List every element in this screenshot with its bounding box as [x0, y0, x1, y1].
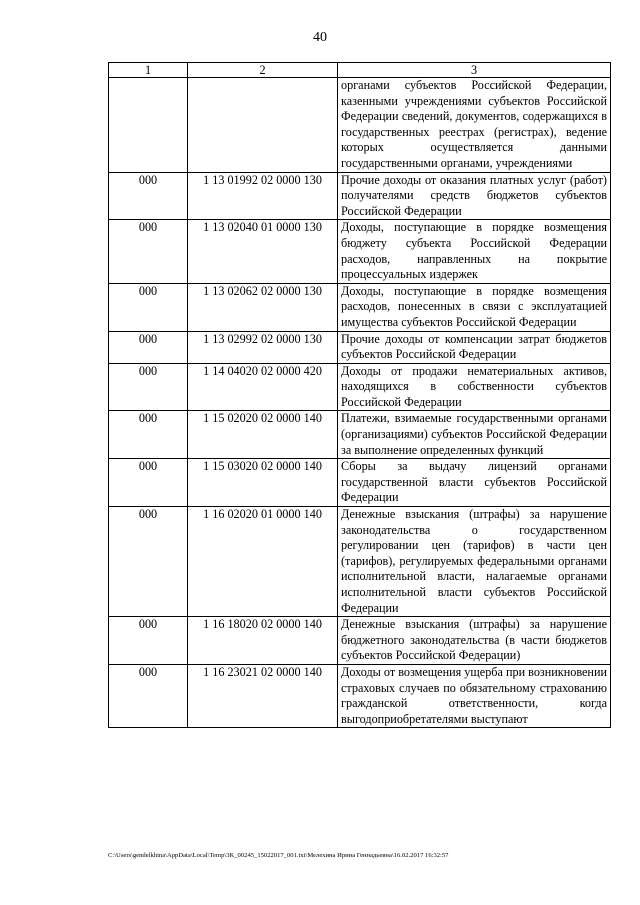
admin-code-cell: 000: [109, 363, 188, 411]
admin-code-cell: 000: [109, 617, 188, 665]
budget-classification-code-cell: 1 13 01992 02 0000 130: [188, 172, 338, 220]
admin-code-cell: 000: [109, 411, 188, 459]
table-body: [109, 78, 611, 728]
admin-code-cell: [109, 78, 188, 173]
table-row: [109, 459, 611, 507]
table-row: [109, 617, 611, 665]
revenue-name-cell: органами субъектов Российской Федерации, казенными учреждениями субъектов Российской Федерации сведений, документов, содержащихся в государственных реестрах (регистрах), ведение которых осуществляется данными государственными органами, учреждениями: [338, 78, 611, 173]
column-header-3: 3: [338, 63, 611, 78]
table-row: [109, 283, 611, 331]
admin-code-cell: 000: [109, 459, 188, 507]
revenue-name-cell: Доходы, поступающие в порядке возмещения расходов, понесенных в связи с эксплуатацией имущества субъектов Российской Федерации: [338, 283, 611, 331]
budget-classification-code-cell: 1 15 03020 02 0000 140: [188, 459, 338, 507]
table-row: [109, 220, 611, 283]
budget-classification-code-cell: 1 13 02040 01 0000 130: [188, 220, 338, 283]
admin-code-cell: 000: [109, 664, 188, 727]
table-row: [109, 78, 611, 173]
column-header-1: 1: [109, 63, 188, 78]
admin-code-cell: 000: [109, 507, 188, 617]
revenue-name-cell: Доходы, поступающие в порядке возмещения бюджету субъекта Российской Федерации расходов, направленных на покрытие процессуальных издержек: [338, 220, 611, 283]
admin-code-cell: 000: [109, 331, 188, 363]
table-row: [109, 411, 611, 459]
admin-code-cell: 000: [109, 220, 188, 283]
budget-classification-code-cell: 1 16 02020 01 0000 140: [188, 507, 338, 617]
admin-code-cell: 000: [109, 172, 188, 220]
budget-classification-code-cell: 1 15 02020 02 0000 140: [188, 411, 338, 459]
file-path-footer: C:\Users\gendelkhina\AppData\Local\Temp\3K_00245_15022017_001.txt\Мелехина Ирина Геннадьевна\16.02.2017 16:32:57: [108, 852, 449, 859]
revenue-name-cell: Прочие доходы от компенсации затрат бюджетов субъектов Российской Федерации: [338, 331, 611, 363]
page-number: 40: [313, 30, 327, 45]
revenue-name-cell: Платежи, взимаемые государственными органами (организациями) субъектов Российской Федерации за выполнение определенных функций: [338, 411, 611, 459]
budget-classification-code-cell: 1 13 02992 02 0000 130: [188, 331, 338, 363]
revenue-name-cell: Доходы от продажи нематериальных активов, находящихся в собственности субъектов Российской Федерации: [338, 363, 611, 411]
table-row: [109, 507, 611, 617]
table-row: [109, 331, 611, 363]
table-row: [109, 664, 611, 727]
budget-classification-code-cell: 1 14 04020 02 0000 420: [188, 363, 338, 411]
budget-classification-code-cell: 1 13 02062 02 0000 130: [188, 283, 338, 331]
table-row: [109, 363, 611, 411]
budget-classification-code-cell: 1 16 23021 02 0000 140: [188, 664, 338, 727]
budget-classification-code-cell: [188, 78, 338, 173]
revenue-name-cell: Сборы за выдачу лицензий органами государственной власти субъектов Российской Федерации: [338, 459, 611, 507]
column-header-2: 2: [188, 63, 338, 78]
table-header-row: [109, 63, 611, 78]
revenue-name-cell: Денежные взыскания (штрафы) за нарушение бюджетного законодательства (в части бюджетов субъектов Российской Федерации): [338, 617, 611, 665]
revenue-name-cell: Прочие доходы от оказания платных услуг (работ) получателями средств бюджетов субъектов Российской Федерации: [338, 172, 611, 220]
revenue-name-cell: Доходы от возмещения ущерба при возникновении страховых случаев по обязательному страхованию гражданской ответственности, когда выгодоприобретателями выступают: [338, 664, 611, 727]
budget-classification-code-cell: 1 16 18020 02 0000 140: [188, 617, 338, 665]
revenue-name-cell: Денежные взыскания (штрафы) за нарушение законодательства о государственном регулировании цен (тарифов) в части цен (тарифов), регулируемых федеральными органами исполнительной власти, налагаемые органами исполнительной власти субъектов Российской Федерации: [338, 507, 611, 617]
revenue-codes-table: [108, 62, 611, 728]
table-row: [109, 172, 611, 220]
admin-code-cell: 000: [109, 283, 188, 331]
